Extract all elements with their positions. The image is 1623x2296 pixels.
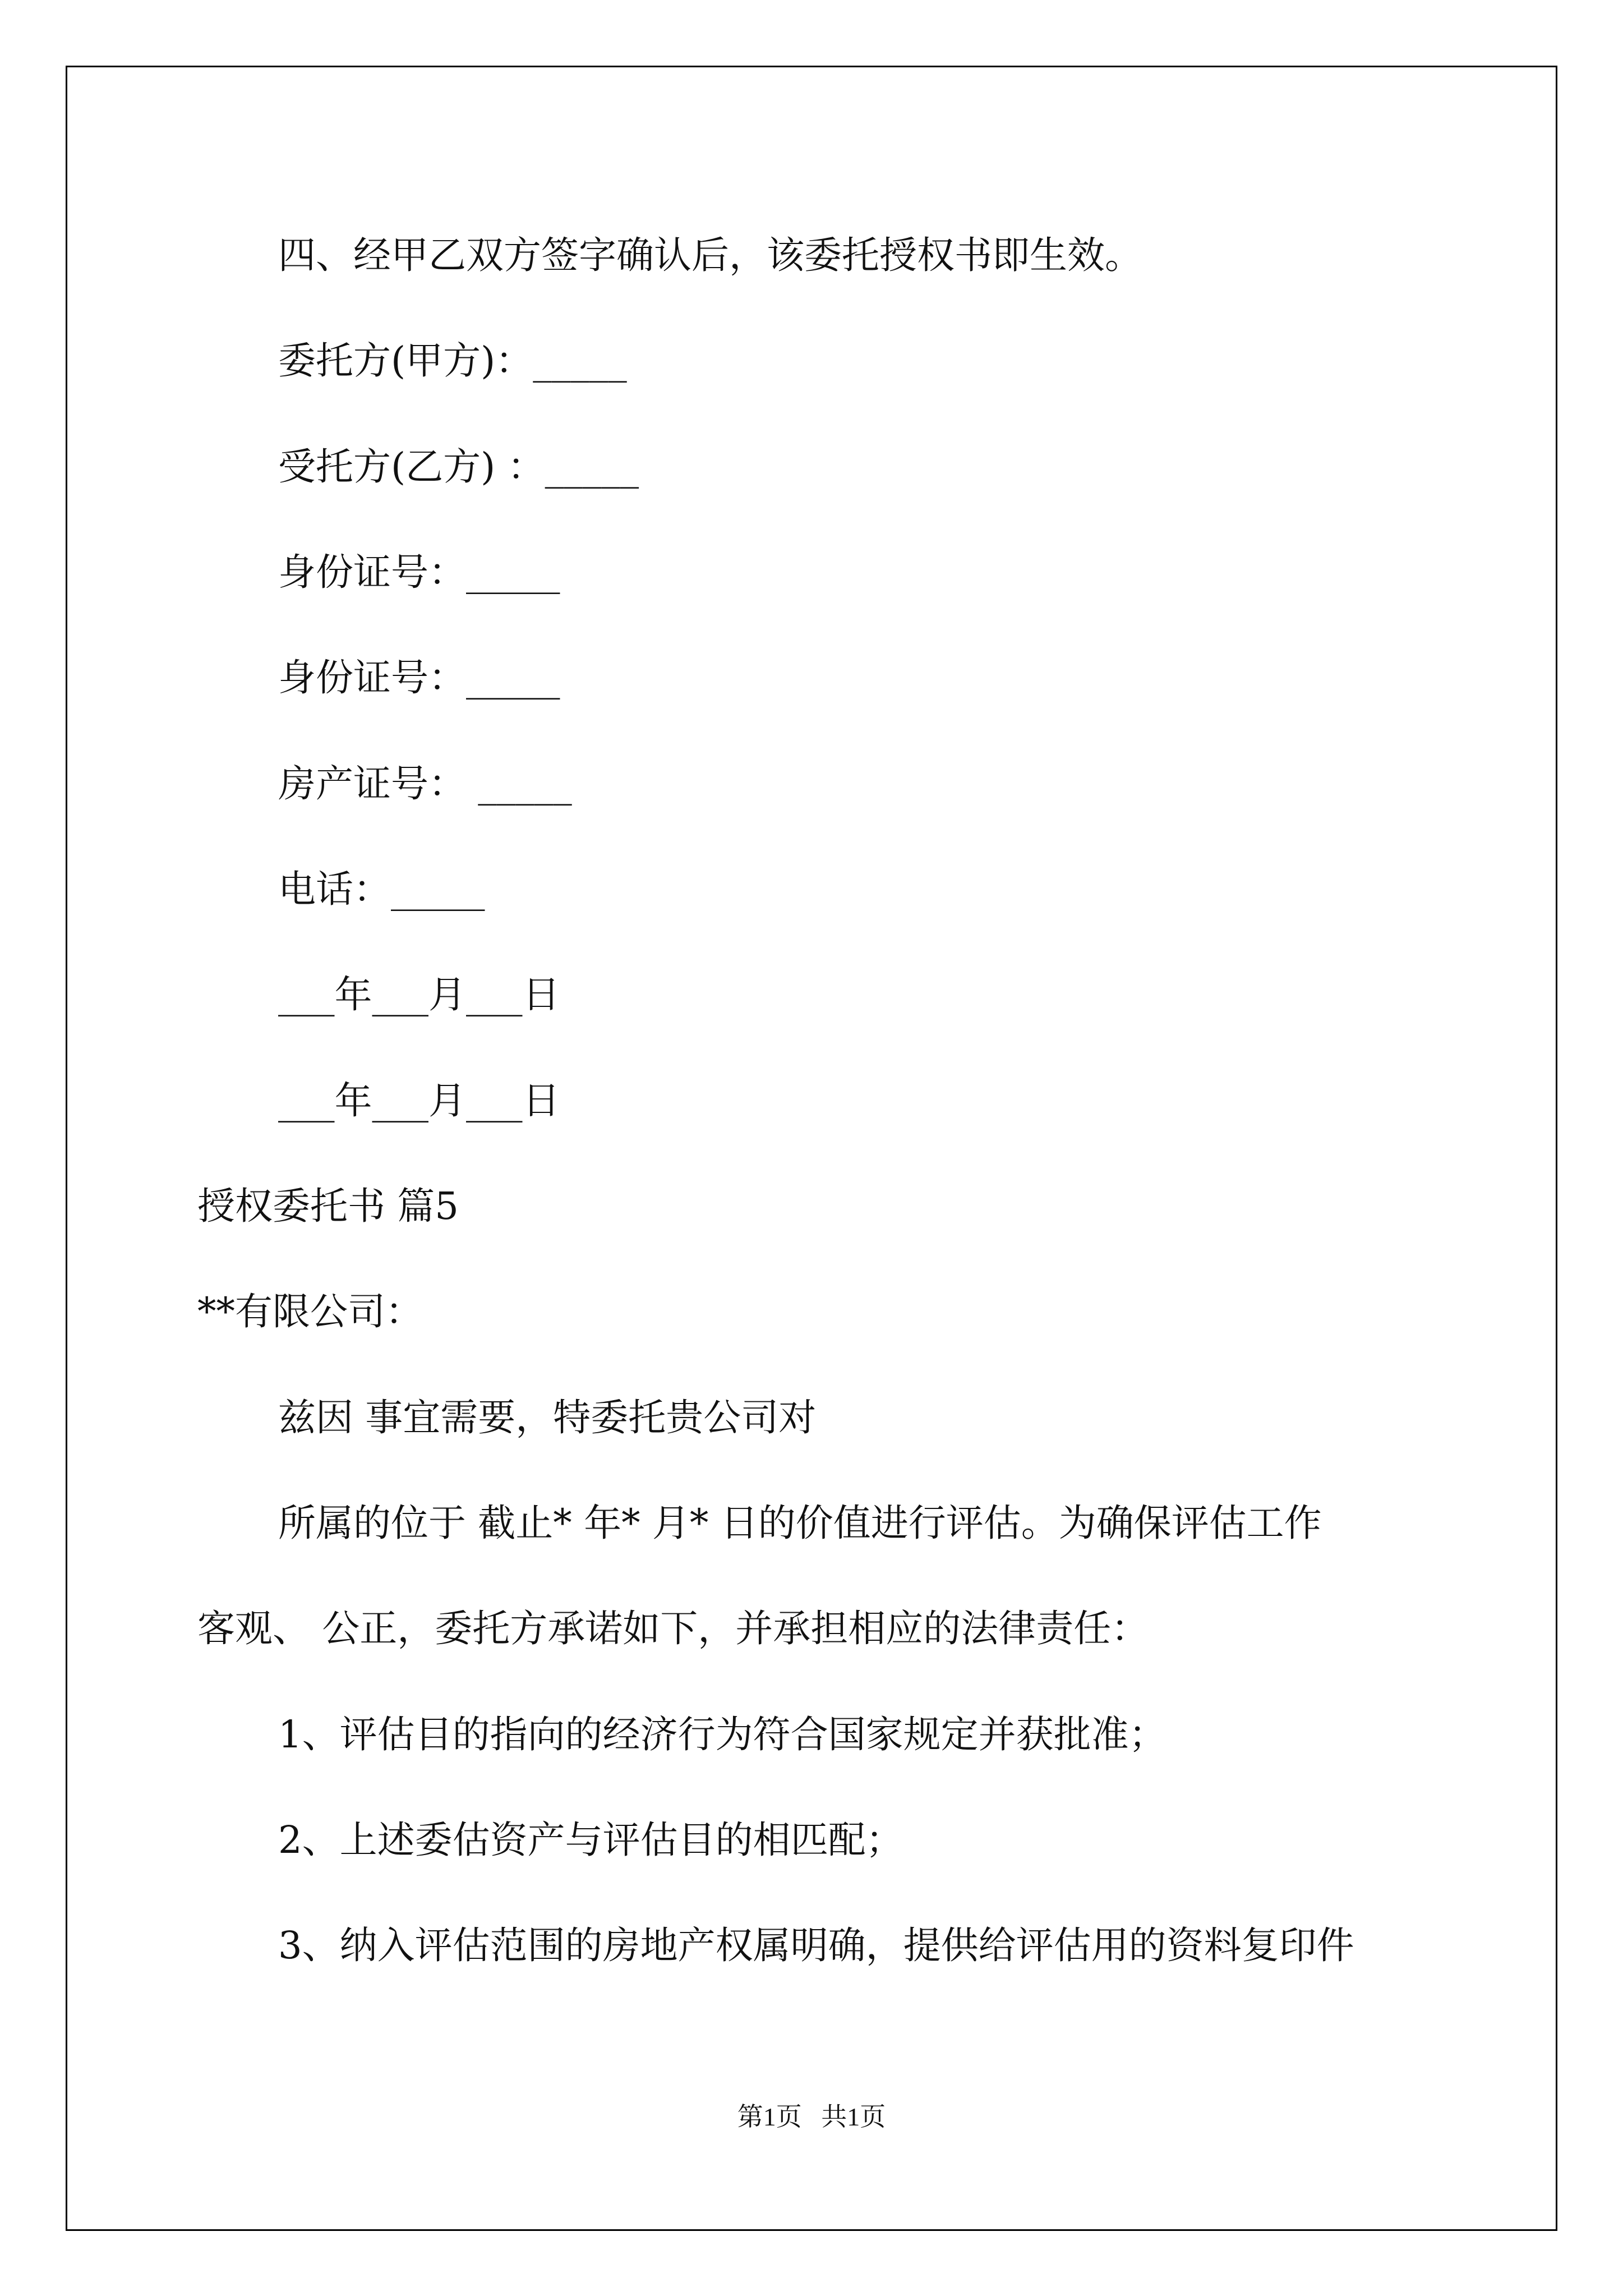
phone-field: 电话：_____ xyxy=(278,867,485,911)
property-certificate-field: 房产证号： _____ xyxy=(278,762,572,806)
commitment-item-2: 2、上述委估资产与评估目的相匹配； xyxy=(278,1818,903,1862)
date-field-2: ___年___月___日 xyxy=(278,1079,560,1122)
page-border xyxy=(66,66,1557,2231)
clause-four-effective: 四、经甲乙双方签字确认后，该委托授权书即生效。 xyxy=(278,233,1142,277)
commitment-item-3: 3、纳入评估范围的房地产权属明确，提供给评估用的资料复印件 xyxy=(278,1924,1354,1967)
body-paragraph-valuation: 所属的位于 截止* 年* 月* 日的价值进行评估。为确保评估工作 xyxy=(278,1501,1322,1545)
page-number-footer: 第1页 共1页 xyxy=(737,2102,886,2131)
body-paragraph-intro: 兹因 事宜需要，特委托贵公司对 xyxy=(278,1396,817,1439)
principal-party-a-field: 委托方(甲方)：_____ xyxy=(278,339,627,383)
commitment-item-1: 1、评估目的指向的经济行为符合国家规定并获批准； xyxy=(278,1713,1166,1756)
date-field-1: ___年___月___日 xyxy=(278,973,560,1016)
agent-party-b-field: 受托方(乙方) ：_____ xyxy=(278,445,639,489)
id-number-field-2: 身份证号：_____ xyxy=(278,656,560,700)
id-number-field-1: 身份证号：_____ xyxy=(278,550,560,594)
body-paragraph-valuation-cont: 客观、 公正，委托方承诺如下，并承担相应的法律责任： xyxy=(197,1607,1149,1650)
section-heading: 授权委托书 篇5 xyxy=(197,1184,459,1228)
addressee-line: **有限公司： xyxy=(197,1290,423,1333)
